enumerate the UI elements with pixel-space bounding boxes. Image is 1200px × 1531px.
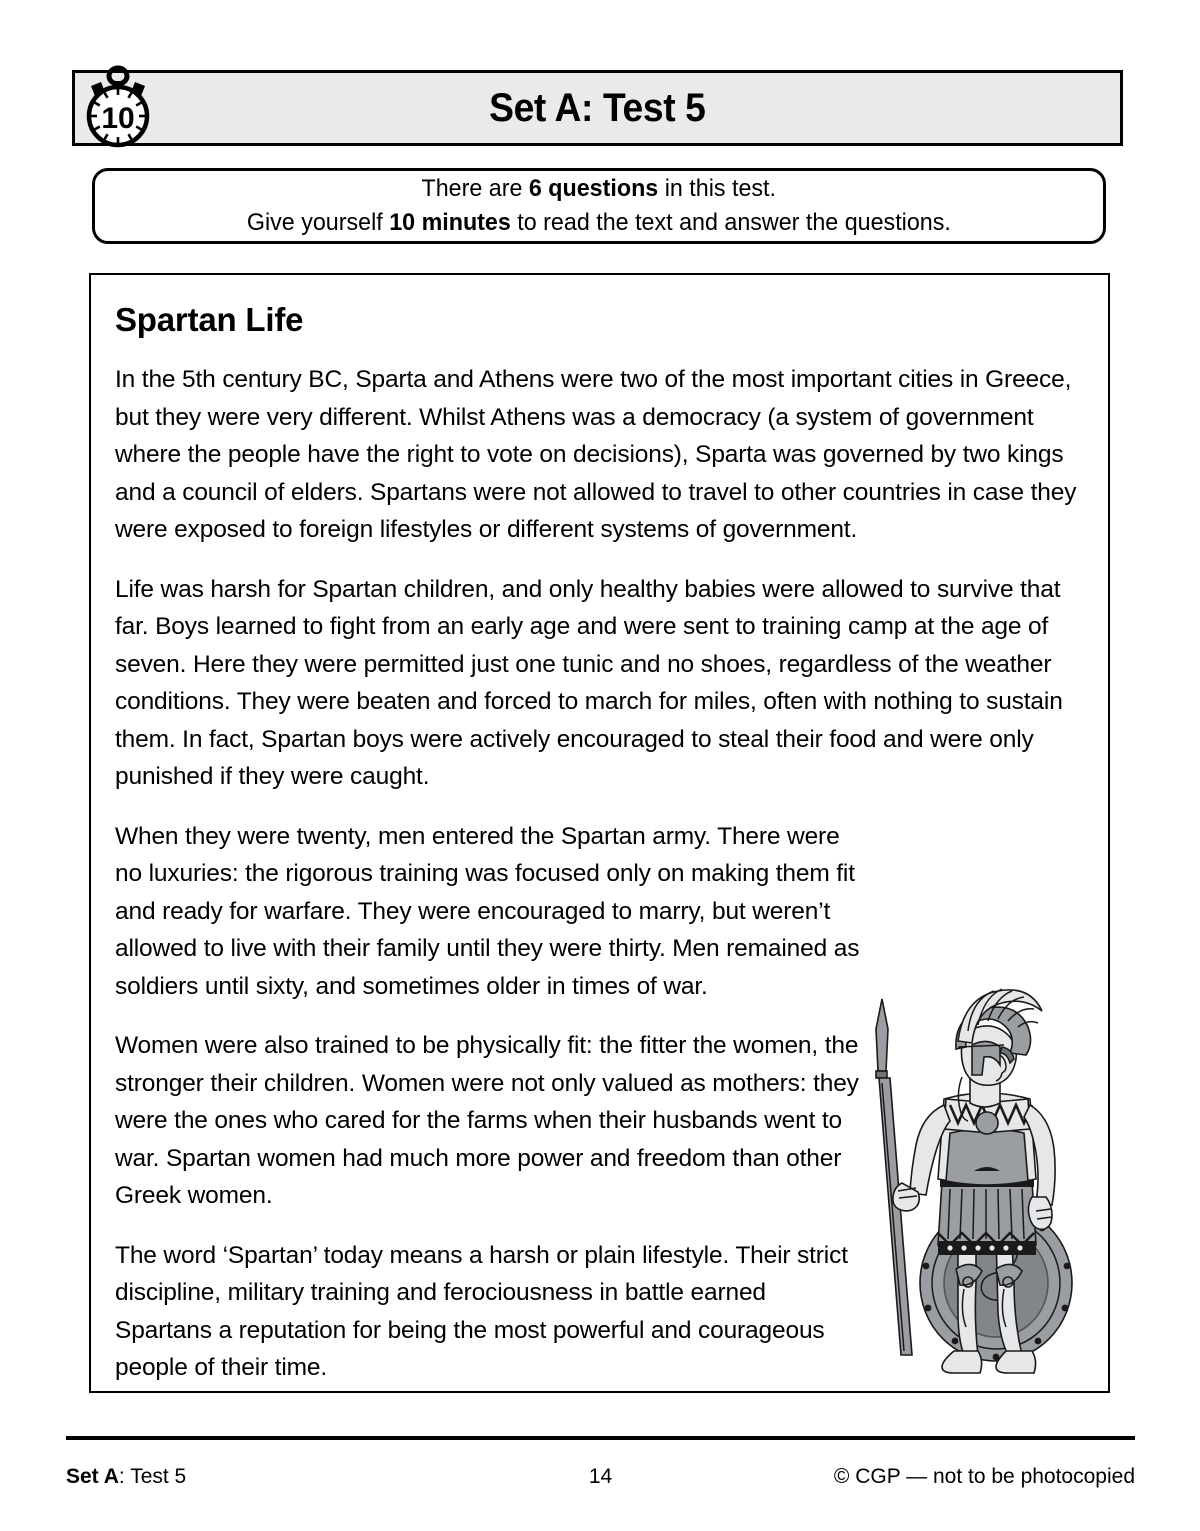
instruction-line-2-prefix: Give yourself xyxy=(247,209,390,236)
page-title: Set A: Test 5 xyxy=(489,85,706,130)
stopwatch-icon xyxy=(74,64,162,152)
footer-copyright: © CGP — not to be photocopied xyxy=(833,1465,1135,1488)
instruction-line-1-prefix: There are xyxy=(421,175,530,202)
instruction-line-1-bold: 6 questions xyxy=(529,175,659,202)
passage-paragraph-4: Women were also trained to be physically fit: the fitter the women, the stronger their children. Women were not only valued as mothers: they were the ones who cared for the farms when their husbands went to war. Spartan women had much more power and freedom than other Greek women. xyxy=(115,1032,859,1209)
instruction-line-2-suffix: to read the text and answer the questions. xyxy=(510,209,951,236)
passage-title: Spartan Life xyxy=(115,301,304,338)
spear xyxy=(876,999,912,1355)
passage-paragraph-3: When they were twenty, men entered the Spartan army. There were no luxuries: the rigorous training was focused only on making them fit and ready for warfare. They were encouraged to marry, but weren’t allowed to live with their family until they were thirty. Men remained as soldiers until sixty, and sometimes older in times of war. xyxy=(115,822,860,1000)
page-footer xyxy=(66,1462,1135,1492)
passage-paragraph-5: The word ‘Spartan’ today means a harsh or plain lifestyle. Their strict discipline, military training and ferociousness in battle earned Spartans a reputation for being the most powerful and courageous people of their time. xyxy=(115,1241,848,1381)
instructions-box xyxy=(92,168,1106,244)
passage-box xyxy=(89,273,1110,1393)
footer-set-label: Set A xyxy=(66,1465,119,1488)
instruction-line-1 xyxy=(422,172,777,206)
stopwatch-minutes-label: 10 xyxy=(101,102,135,135)
instruction-line-2 xyxy=(247,206,951,240)
footer-divider xyxy=(66,1436,1135,1440)
instruction-line-1-suffix: in this test. xyxy=(658,175,777,202)
footer-test-number: : Test 5 xyxy=(118,1465,187,1488)
spartan-warrior-illustration xyxy=(846,983,1096,1383)
instruction-line-2-bold: 10 minutes xyxy=(389,209,511,236)
footer-page-number: 14 xyxy=(588,1465,613,1488)
passage-paragraph-2: Life was harsh for Spartan children, and only healthy babies were allowed to survive that far. Boys learned to fight from an early age and were sent to training camp at the age of seven. Here they were permitted just one tunic and no shoes, regardless of the weather conditions. They were beaten and forced to march for miles, often with nothing to sustain them. In fact, Spartan boys were actively encouraged to steal their food and were only punished if they were caught. xyxy=(115,575,1063,790)
test-header-bar xyxy=(72,70,1123,146)
passage-paragraph-1: In the 5th century BC, Sparta and Athens were two of the most important cities in Greece, but they were very different. Whilst Athens was a democracy (a system of government where the people have the right to vote on decisions), Sparta was governed by two kings and a council of elders. Spartans were not allowed to travel to other countries in case they were exposed to foreign lifestyles or different systems of government. xyxy=(115,366,1077,543)
